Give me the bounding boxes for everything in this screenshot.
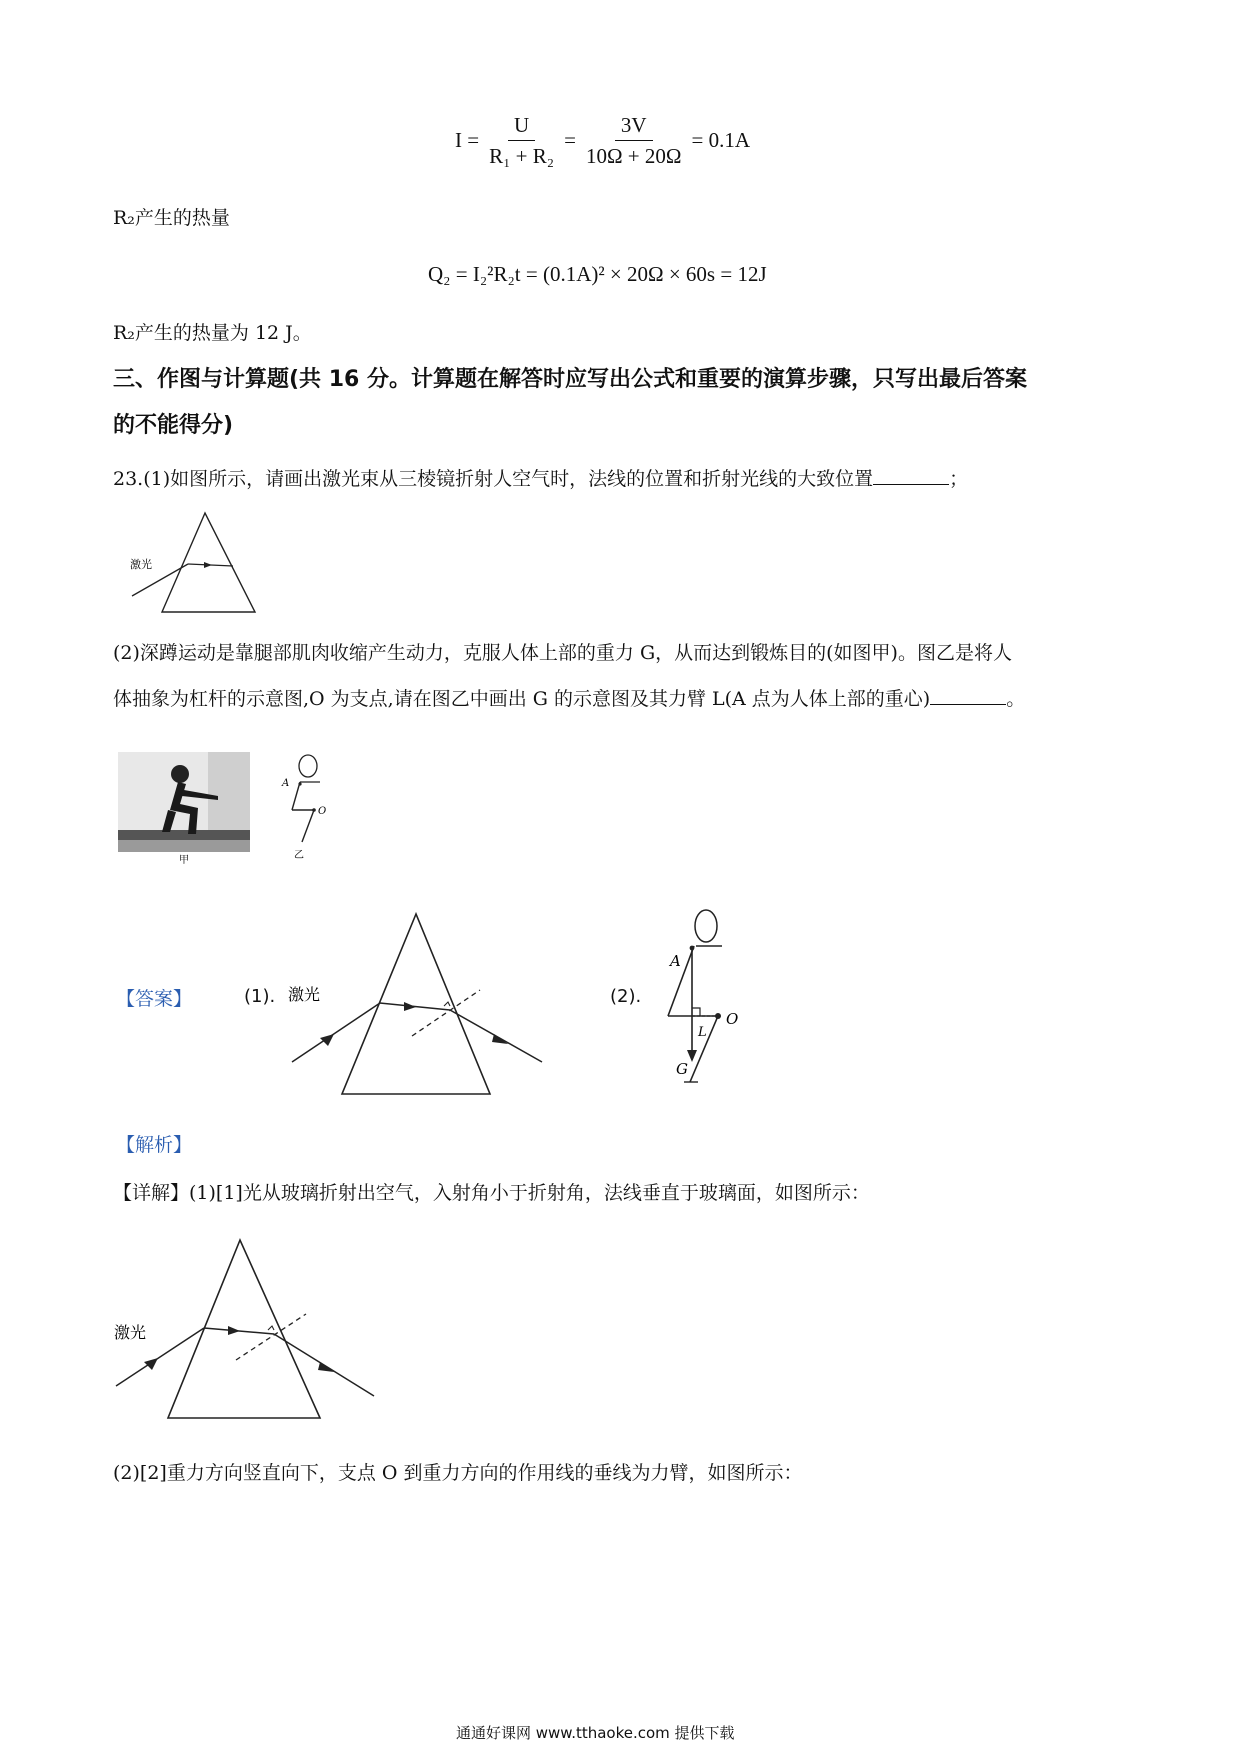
label-jia: 甲 bbox=[179, 855, 189, 864]
inside-arrow bbox=[404, 1002, 416, 1011]
prism-triangle bbox=[162, 513, 255, 612]
incident-arrow bbox=[144, 1358, 158, 1370]
incident-arrow bbox=[320, 1034, 334, 1046]
normal-line bbox=[412, 990, 480, 1036]
question-23-part1: 23.(1)如图所示，请画出激光束从三棱镜折射人空气时，法线的位置和折射光线的大致位置 ； bbox=[113, 468, 969, 490]
torso-line bbox=[292, 782, 300, 810]
answer-blank bbox=[930, 686, 1006, 705]
fraction-3v-over-30ohm: $\frac{3V}{10\Omega + 20\Omega}$ bbox=[585, 113, 682, 168]
gravity-arrow bbox=[687, 1050, 697, 1062]
detail-part1-text: 【详解】(1)[1]光从玻璃折射出空气，入射角小于折射角，法线垂直于玻璃面，如图所示： bbox=[113, 1182, 870, 1204]
right-angle-mark bbox=[444, 1002, 450, 1006]
prism-triangle bbox=[342, 914, 490, 1094]
analysis-tag: 【解析】 bbox=[116, 1134, 193, 1156]
question-23-part2-line1: (2)深蹲运动是靠腿部肌肉收缩产生动力，克服人体上部的重力 G，从而达到锻炼目的(如图甲)。图乙是将人 bbox=[113, 642, 1012, 664]
answer-prism-figure bbox=[284, 910, 554, 1102]
emergent-arrow bbox=[318, 1362, 334, 1372]
point-a bbox=[690, 946, 695, 951]
head-circle bbox=[299, 755, 317, 777]
right-angle-mark bbox=[268, 1326, 274, 1330]
answer-part2-label: (2). bbox=[610, 986, 642, 1007]
heat-conclusion-text: R₂产生的热量为 12 J。 bbox=[113, 322, 312, 344]
question-23-part2-line2: 体抽象为杠杆的示意图,O 为支点,请在图乙中画出 G 的示意图及其力臂 L(A 点为人体上部的重心) 。 bbox=[113, 688, 1026, 710]
laser-label: 激光 bbox=[114, 1323, 147, 1342]
lever-figure-yi bbox=[272, 752, 342, 864]
label-g: G bbox=[676, 1060, 688, 1078]
head-circle bbox=[695, 910, 717, 942]
section-3-heading-line1: 三、作图与计算题(共 16 分。计算题在解答时应写出公式和重要的演算步骤，只写出最后答案 bbox=[113, 367, 1027, 392]
fraction-u-over-r: $\frac{U}{\text{R₁ + R₂}}$ bbox=[489, 113, 555, 168]
point-o bbox=[715, 1013, 721, 1019]
label-o: O bbox=[318, 806, 327, 817]
label-yi: 乙 bbox=[294, 850, 304, 861]
answer-blank bbox=[873, 466, 949, 485]
answer-tag: 【答案】 bbox=[116, 988, 193, 1010]
current-equation: I = $\frac{U}{\text{R₁ + R₂}}$ = $\frac{3V}{10\Omega + 20\Omega}$ = 0.1A bbox=[455, 113, 751, 168]
person-head bbox=[171, 765, 189, 783]
normal-line bbox=[236, 1314, 306, 1360]
answer-part1-label: (1). bbox=[244, 986, 276, 1007]
shin-line bbox=[302, 810, 314, 842]
laser-label: 激光 bbox=[288, 985, 321, 1004]
prism-triangle bbox=[168, 1240, 320, 1418]
refracted-ray-inside bbox=[380, 1003, 450, 1010]
inside-arrow bbox=[228, 1326, 240, 1335]
point-a bbox=[298, 782, 301, 785]
answer-lever-figure bbox=[656, 904, 752, 1100]
label-o: O bbox=[726, 1010, 739, 1028]
laser-label: 激光 bbox=[130, 558, 152, 571]
detail-prism-figure bbox=[112, 1236, 382, 1426]
label-a: A bbox=[670, 952, 681, 970]
ray-arrow bbox=[204, 562, 212, 568]
heat-equation: Q₂ = I₂²R₂t = (0.1A)² × 20Ω × 60s = 12J bbox=[428, 262, 767, 286]
emergent-arrow bbox=[492, 1034, 508, 1044]
section-3-heading-line2: 的不能得分) bbox=[113, 413, 234, 438]
prism-question-figure bbox=[120, 508, 270, 620]
heat-intro-text: R₂产生的热量 bbox=[113, 207, 230, 229]
squat-photo-jia bbox=[118, 752, 250, 864]
page-footer: 通通好课网 www.tthaoke.com 提供下载 bbox=[456, 1724, 735, 1742]
floor-stripe bbox=[118, 830, 250, 840]
detail-part2-text: (2)[2]重力方向竖直向下，支点 O 到重力方向的作用线的垂线为力臂，如图所示： bbox=[113, 1462, 803, 1484]
right-angle-mark bbox=[692, 1008, 700, 1016]
label-l: L bbox=[698, 1025, 707, 1040]
point-o bbox=[312, 808, 316, 812]
label-a: A bbox=[282, 778, 290, 789]
